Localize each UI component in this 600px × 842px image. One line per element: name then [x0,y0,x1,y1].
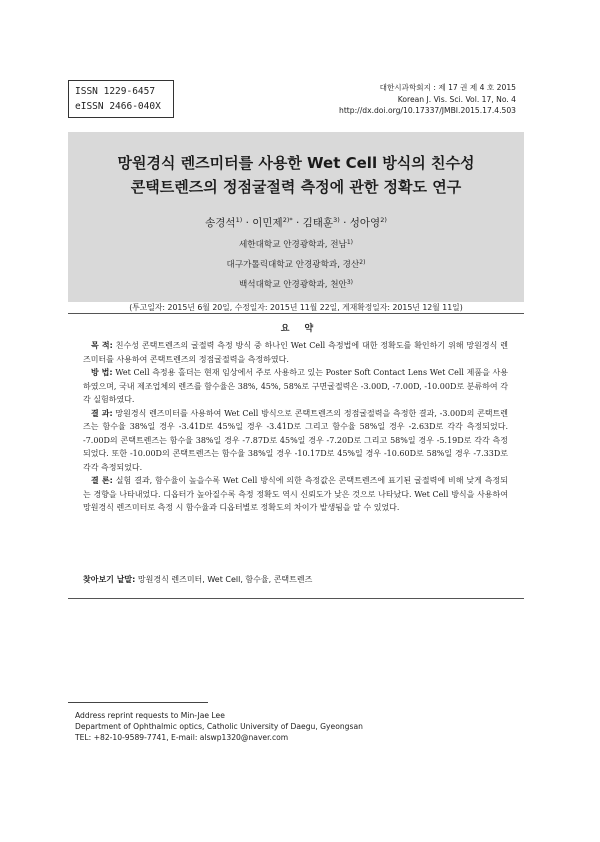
affiliation-mark: 3) [346,279,353,286]
abstract-lead: 목 적: [91,341,113,350]
author-affiliation-mark: 2) [380,216,387,224]
abstract-bottom-rule [68,598,524,599]
affiliation-text: 세한대학교 안경광학과, 전남 [239,240,347,250]
affiliation [68,234,524,254]
journal-info [339,82,516,117]
abstract-lead: 결 론: [91,476,113,485]
abstract-lead: 결 과: [91,408,113,418]
keywords-text: 망원경식 렌즈미터, Wet Cell, 함수율, 콘택트렌즈 [135,575,313,584]
author-separator: · [339,217,350,229]
author-affiliation-mark: 1) [235,216,243,224]
journal-citation-korean: 대한시과학회지 : 제 17 권 제 4 호 2015 [379,83,516,92]
issn-print: ISSN 1229-6457 [75,86,156,97]
journal-doi: http://dx.doi.org/10.17337/JMBI.2015.17.4.503 [339,106,516,115]
correspondence-footnote [75,710,515,743]
author-affiliation-mark: 2)* [282,216,293,224]
footnote-rule [68,702,208,703]
author-separator: · [292,217,303,229]
affiliation-list [68,234,524,294]
author-list [68,213,524,230]
abstract-heading: 요 약 [280,324,320,334]
affiliation-mark: 1) [346,239,353,246]
keywords [83,574,508,586]
submission-dates: (투고일자: 2015년 6월 20일, 수정일자: 2015년 11월 22일, 게재확정일자: 2015년 12월 11일) [129,303,463,312]
author-name: 김태훈 [302,217,334,229]
author-name: 이민제 [252,217,283,229]
abstract-text: 실험 결과, 함수율이 높을수록 Wet Cell 방식에 의한 측정값은 콘택트렌즈에 표기된 굴절력에 비해 낮게 측정되는 경향을 나타내었다. 디옵터가 높아질수록 측정 정확도 역시 신뢰도가 낮은 것으로 나타났다. Wet Cell 방식을 사용하여 망원경식 렌즈미터로 측정 시 함수율과 디옵터별로 정확도의 차이가 발생됨을 알 수 있었다. [83,476,508,512]
affiliation [68,254,524,274]
title-block [68,132,524,312]
abstract-paragraph-purpose [83,339,508,366]
author-name: 성아영 [349,217,381,229]
paper-title-line-2: 콘택트렌즈의 정점굴절력 측정에 관한 정확도 연구 [130,178,462,196]
affiliation-text: 백석대학교 안경광학과, 천안 [239,280,347,290]
issn-electronic: eISSN 2466-040X [75,101,161,112]
footnote-line: Address reprint requests to Min-Jae Lee [75,711,225,720]
footnote-line: TEL: +82-10-9589-7741, E-mail: alswp1320@naver.com [75,733,289,742]
keywords-label: 찾아보기 낱말: [83,575,136,584]
abstract-paragraph-conclusion [83,474,508,515]
affiliation-text: 대구가톨릭대학교 안경광학과, 경산 [226,260,360,270]
author-separator: · [242,217,253,229]
author-name: 송경석 [205,217,236,229]
abstract-top-rule [68,313,524,314]
affiliation-mark: 2) [359,259,366,266]
issn-box [68,80,174,118]
affiliation [68,274,524,294]
paper-title-line-1: 망원경식 렌즈미터를 사용한 Wet Cell 방식의 친수성 [117,154,475,172]
abstract-text: Wet Cell 측정용 홀더는 현재 임상에서 주로 사용하고 있는 Poster Soft Contact Lens Wet Cell 제품을 사용하였으며, 국내 제조업체의 렌즈를 함수율은 38%, 45%, 58%로 구면굴절력은 -3.00D, -7.00D, -10.00D로 분류하여 각각 실험하였다. [83,368,508,404]
journal-citation-english: Korean J. Vis. Sci. Vol. 17, No. 4 [397,94,516,104]
paper-title [68,151,524,199]
abstract-paragraph-methods [83,366,508,407]
abstract-paragraph-results [83,407,508,475]
abstract-text: 망원경식 렌즈미터를 사용하여 Wet Cell 방식으로 콘택트렌즈의 정점굴절력을 측정한 결과, -3.00D의 콘택트렌즈는 함수율 38%일 경우 -3.41D로 45%일 경우 -3.41D로 그리고 함수율 58%일 경우 -2.63D로 각각 측정되었다. -7.00D의 콘택트렌즈는 함수율 38%일 경우 -7.87D로 45%일 경우 -7.20D로 그리고 58%일 경우 -5.19D로 각각 측정되었다. 또한 -10.00D의 콘택트렌즈는 함수율 38%일 경우 -10.17D로 45%일 경우 -10.60D로 58%일 경우 -7.33D로 각각 측정되었다. [83,408,508,472]
author-affiliation-mark: 3) [333,216,340,224]
abstract-lead: 방 법: [91,368,113,377]
abstract-body [83,339,508,515]
footnote-line: Department of Ophthalmic optics, Catholic University of Daegu, Gyeongsan [75,722,363,731]
abstract-text: 친수성 콘택트렌즈의 굴절력 측정 방식 중 하나인 Wet Cell 측정법에 대한 정확도를 확인하기 위해 망원경식 렌즈미터를 사용하여 콘택트렌즈의 정점굴절력을 측정하였다. [83,341,508,364]
